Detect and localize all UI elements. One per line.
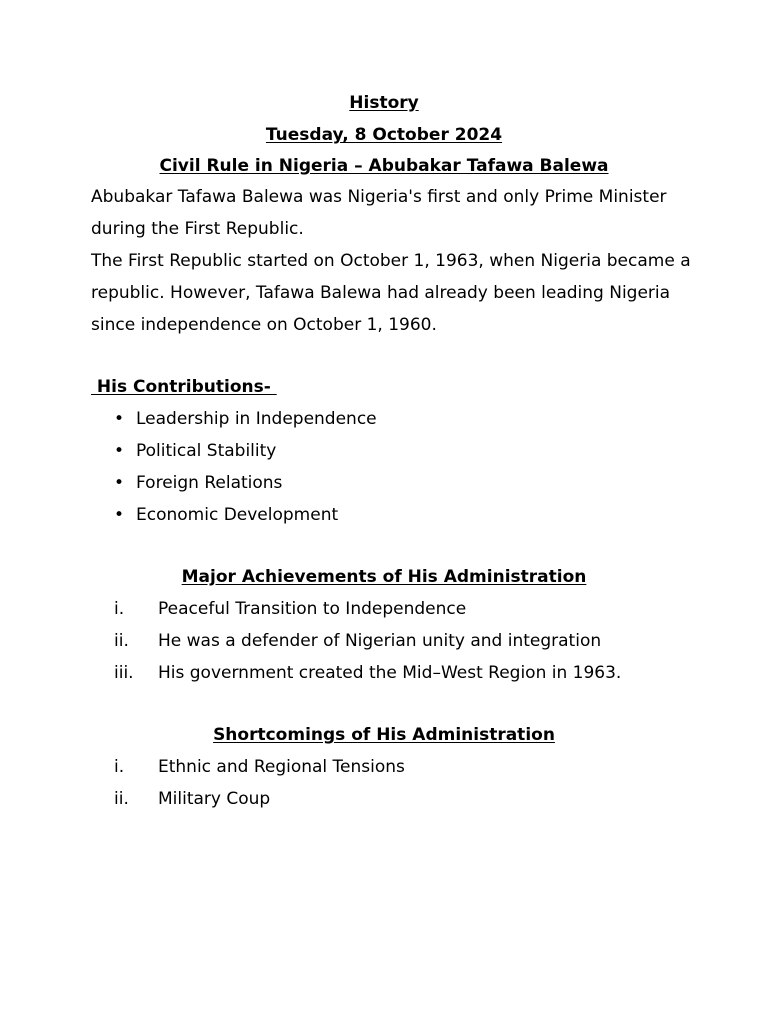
list-item-text: Military Coup <box>158 789 271 809</box>
list-item-number: ii. <box>114 789 129 809</box>
list-item-text: He was a defender of Nigerian unity and integration <box>158 631 602 651</box>
list-item-number: i. <box>114 599 125 619</box>
date-heading <box>0 124 768 146</box>
list-item-text: Economic Development <box>136 505 339 525</box>
subject-heading <box>0 92 768 114</box>
achievements-heading-text: Major Achievements of His Administration <box>181 567 587 587</box>
list-item-number: iii. <box>114 663 134 683</box>
contributions-heading: His Contributions- <box>91 377 277 397</box>
bullet-icon: • <box>114 441 125 461</box>
list-item-text: Ethnic and Regional Tensions <box>158 757 405 777</box>
subject-heading-text: History <box>349 93 419 113</box>
shortcomings-heading-text: Shortcomings of His Administration <box>213 725 555 745</box>
list-item-text: Peaceful Transition to Independence <box>158 599 467 619</box>
first-republic-paragraph: The First Republic started on October 1, 1963, when Nigeria became a republic. However, Tafawa Balewa had already been leading Nigeria since independence on October 1, 1960. <box>91 251 691 335</box>
list-item-text: Foreign Relations <box>136 473 283 493</box>
bullet-icon: • <box>114 409 125 429</box>
list-item-number: ii. <box>114 631 129 651</box>
bullet-icon: • <box>114 473 125 493</box>
list-item-number: i. <box>114 757 125 777</box>
bullet-icon: • <box>114 505 125 525</box>
date-heading-text: Tuesday, 8 October 2024 <box>265 125 503 145</box>
shortcomings-heading <box>0 724 768 746</box>
topic-heading-text: Civil Rule in Nigeria – Abubakar Tafawa Balewa <box>159 156 609 176</box>
topic-heading <box>0 155 768 177</box>
list-item-text: His government created the Mid–West Region in 1963. <box>158 663 622 683</box>
list-item-text: Political Stability <box>136 441 277 461</box>
achievements-heading <box>0 566 768 588</box>
list-item-text: Leadership in Independence <box>136 409 377 429</box>
intro-paragraph: Abubakar Tafawa Balewa was Nigeria's first and only Prime Minister during the First Republic. <box>91 187 667 239</box>
